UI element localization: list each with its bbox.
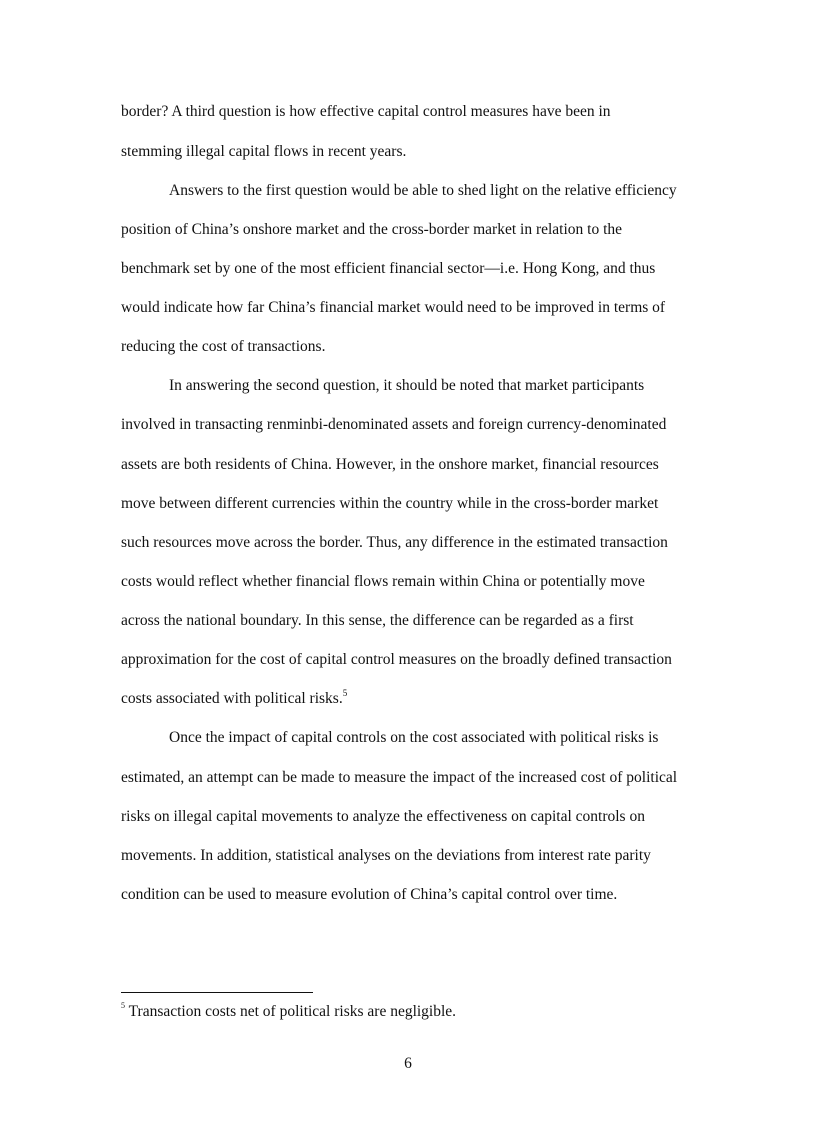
body-line-10: assets are both residents of China. However, in the onshore market, financial resources	[121, 456, 659, 473]
footnote-reference: 5	[342, 687, 348, 698]
body-line-7: reducing the cost of transactions.	[121, 338, 326, 355]
page-number: 6	[404, 1055, 412, 1072]
body-line-11: move between different currencies within the country while in the cross-border market	[121, 495, 659, 512]
body-line-8: In answering the second question, it should be noted that market participants	[169, 377, 645, 394]
footnote-separator	[121, 992, 313, 993]
body-line-20: movements. In addition, statistical analyses on the deviations from interest rate parity	[121, 847, 651, 864]
body-line-15: approximation for the cost of capital control measures on the broadly defined transaction	[121, 651, 672, 668]
body-line-16	[121, 689, 347, 709]
body-line-19: risks on illegal capital movements to analyze the effectiveness on capital controls on	[121, 808, 645, 825]
body-line-6: would indicate how far China’s financial market would need to be improved in terms of	[121, 299, 666, 316]
body-line-3: Answers to the first question would be able to shed light on the relative efficiency	[169, 182, 677, 199]
body-line-18: estimated, an attempt can be made to measure the impact of the increased cost of political	[121, 769, 678, 786]
body-line-21: condition can be used to measure evolution of China’s capital control over time.	[121, 886, 618, 903]
body-line-17: Once the impact of capital controls on the cost associated with political risks is	[169, 729, 659, 746]
footnote	[121, 1002, 456, 1022]
body-line-2: stemming illegal capital flows in recent years.	[121, 143, 407, 160]
body-line-1: border? A third question is how effective capital control measures have been in	[121, 103, 611, 120]
body-line-4: position of China’s onshore market and the cross-border market in relation to the	[121, 221, 623, 238]
body-line-14: across the national boundary. In this sense, the difference can be regarded as a first	[121, 612, 634, 629]
body-line-16-text: costs associated with political risks.	[121, 690, 343, 707]
body-line-5: benchmark set by one of the most efficient financial sector—i.e. Hong Kong, and thus	[121, 260, 656, 277]
footnote-marker: 5	[121, 1000, 125, 1010]
body-line-13: costs would reflect whether financial flows remain within China or potentially move	[121, 573, 645, 590]
footnote-text: Transaction costs net of political risks are negligible.	[128, 1003, 457, 1020]
body-line-12: such resources move across the border. Thus, any difference in the estimated transaction	[121, 534, 668, 551]
body-line-9: involved in transacting renminbi-denominated assets and foreign currency-denominated	[121, 416, 667, 433]
